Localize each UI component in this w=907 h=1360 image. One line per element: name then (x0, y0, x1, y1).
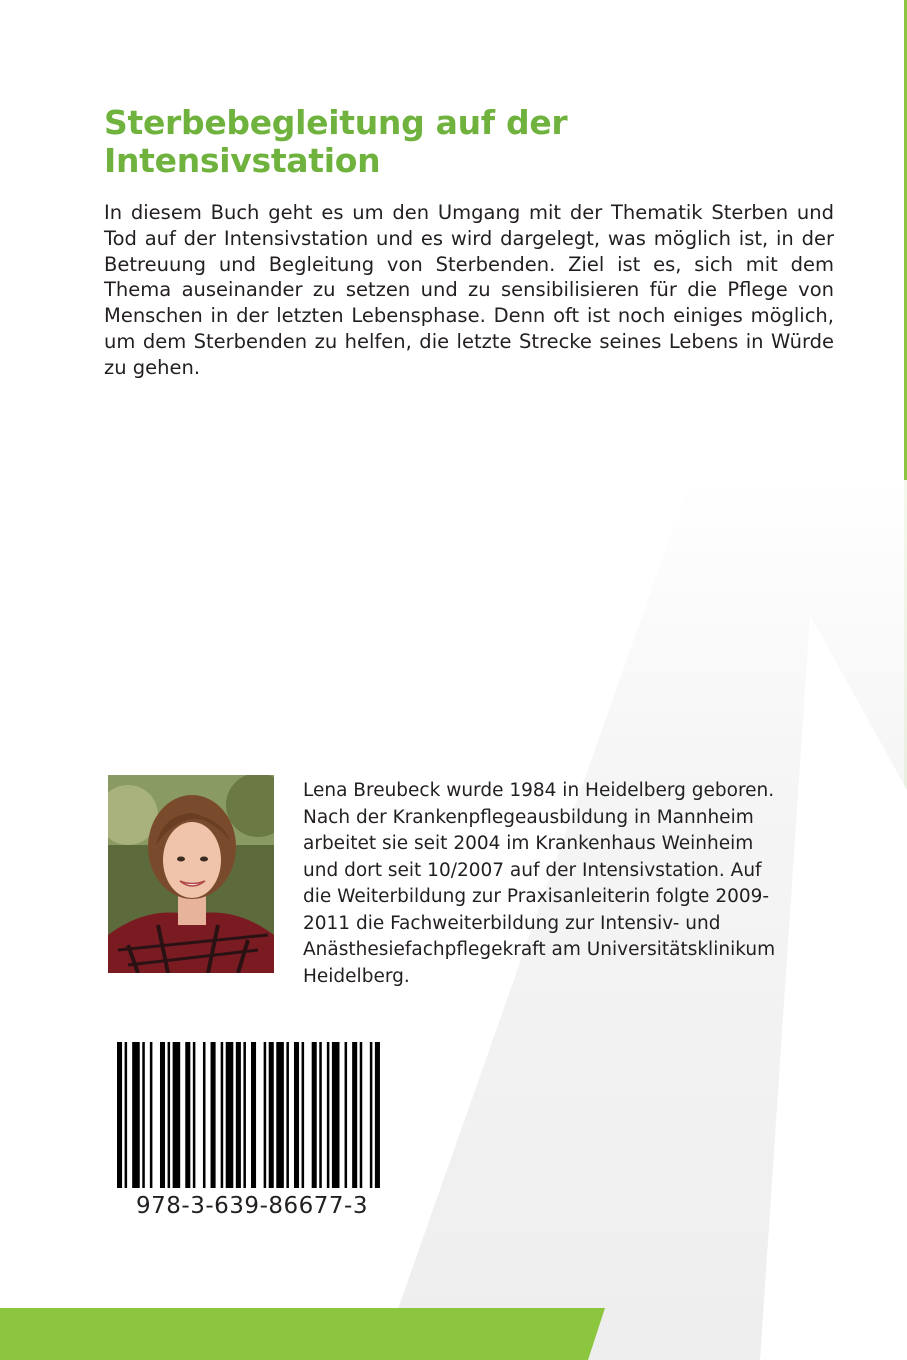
barcode-bar (243, 1042, 246, 1188)
barcode-bar (286, 1042, 289, 1188)
barcode-bar (132, 1042, 140, 1188)
barcode-bar (269, 1042, 274, 1188)
barcode-bar (236, 1042, 241, 1188)
isbn-number: 978-3-639-86677-3 (136, 1193, 368, 1219)
barcode-bar (185, 1042, 190, 1188)
book-title (104, 104, 804, 180)
title-line-2: Intensivstation (104, 141, 381, 180)
bio-line: Nach der Krankenpflegeausbildung in Mannheim (303, 806, 754, 828)
barcode-bar (160, 1042, 165, 1188)
barcode-bar (294, 1042, 299, 1188)
barcode-bar (125, 1042, 128, 1188)
barcode-bar (168, 1042, 171, 1188)
barcode-bar (327, 1042, 330, 1188)
barcode-bar (370, 1042, 373, 1188)
barcode-bar (345, 1042, 348, 1188)
barcode-bar (203, 1042, 206, 1188)
bio-line: 2011 die Fachweiterbildung zur Intensiv- und (303, 912, 721, 934)
green-footer-band (0, 1308, 620, 1360)
barcode-bar (319, 1042, 322, 1188)
barcode-bar (173, 1042, 181, 1188)
barcode-bar (226, 1042, 234, 1188)
barcode-bar (211, 1042, 216, 1188)
bio-line: arbeitet sie seit 2004 im Krankenhaus Weinheim (303, 833, 754, 854)
barcode-bar (352, 1042, 357, 1188)
isbn-barcode (117, 1042, 385, 1188)
book-description: In diesem Buch geht es um den Umgang mit der Thematik Sterben und Tod auf der Intensivstation und es wird dargelegt, was möglich ist, in der Betreuung und Begleitung von Sterbenden. Ziel ist es, sich mit dem Thema auseinander zu setzen und zu sensibilisieren für die Pflege von Menschen in der letzten Lebensphase. Denn oft ist noch einiges möglich, um dem Sterbenden zu helfen, die letzte Strecke seines Lebens in Würde zu gehen. (104, 201, 834, 379)
bio-line: Anästhesiefachpflegekraft am Universitätsklinikum (303, 939, 776, 960)
barcode-bar (221, 1042, 224, 1188)
barcode-bar (360, 1042, 363, 1188)
barcode-bar (276, 1042, 284, 1188)
bio-line: Heidelberg. (303, 965, 410, 987)
barcode-bar (251, 1042, 256, 1188)
bio-line: und dort seit 10/2007 auf der Intensivstation. Auf (303, 859, 762, 881)
barcode-bar (150, 1042, 153, 1188)
author-bio (303, 778, 843, 990)
barcode-bar (117, 1042, 122, 1188)
barcode-bar (332, 1042, 340, 1188)
author-photo (108, 775, 274, 973)
barcode-bar (264, 1042, 267, 1188)
barcode-bar (142, 1042, 145, 1188)
barcode-bar (302, 1042, 305, 1188)
bio-line: die Weiterbildung zur Praxisanleiterin folgte 2009- (303, 886, 770, 907)
bio-line: Lena Breubeck wurde 1984 in Heidelberg geboren. (303, 780, 775, 801)
title-line-1: Sterbebegleitung auf der (104, 103, 568, 142)
barcode-bar (375, 1042, 380, 1188)
barcode-bar (193, 1042, 196, 1188)
barcode-bar (312, 1042, 317, 1188)
